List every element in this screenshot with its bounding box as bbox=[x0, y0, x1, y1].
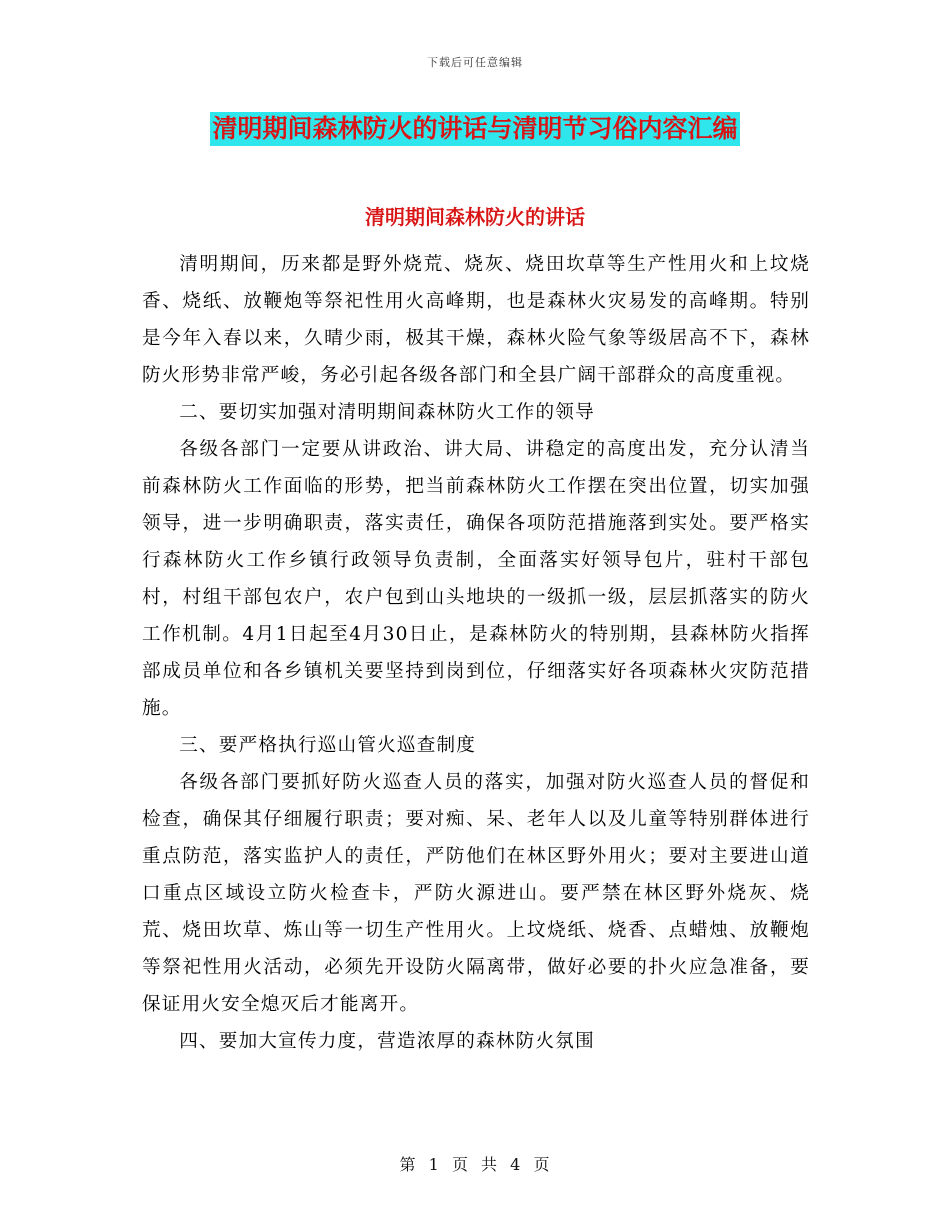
page-footer bbox=[0, 1152, 950, 1175]
paragraph-leadership: 各级各部门一定要从讲政治、讲大局、讲稳定的高度出发，充分认清当前森林防火工作面临的形势，把当前森林防火工作摆在突出位置，切实加强领导，进一步明确职责，落实责任，确保各项防范措施落到实处。要严格实行森林防火工作乡镇行政领导负责制，全面落实好领导包片，驻村干部包村，村组干部包农户，农户包到山头地块的一级抓一级，层层抓落实的防火工作机制。4月1日起至4月30日止，是森林防火的特别期，县森林防火指挥部成员单位和各乡镇机关要坚持到岗到位，仔细落实好各项森林火灾防范措施。 bbox=[142, 439, 810, 719]
heading-three: 三、要严格执行巡山管火巡查制度 bbox=[179, 735, 477, 756]
page-suffix: 页 bbox=[533, 1155, 551, 1174]
paragraph-intro: 清明期间，历来都是野外烧荒、烧灰、烧田坎草等生产性用火和上坟烧香、烧纸、放鞭炮等祭祀性用火高峰期，也是森林火灾易发的高峰期。特别是今年入春以来，久晴少雨，极其干燥，森林火险气象等级居高不下，森林防火形势非常严峻，务必引起各级各部门和全县广阔干部群众的高度重视。 bbox=[142, 254, 810, 386]
heading-two: 二、要切实加强对清明期间森林防火工作的领导 bbox=[179, 402, 595, 423]
header-note: 下载后可任意编辑 bbox=[427, 56, 523, 69]
page-total-prefix: 共 bbox=[481, 1155, 499, 1174]
page-total: 4 bbox=[510, 1155, 522, 1174]
page-current: 1 bbox=[428, 1155, 440, 1174]
document-body bbox=[142, 246, 810, 1060]
paragraph-patrol: 各级各部门要抓好防火巡查人员的落实，加强对防火巡查人员的督促和检查，确保其仔细履行职责；要对痴、呆、老年人以及儿童等特别群体进行重点防范，落实监护人的责任，严防他们在林区野外用火；要对主要进山道口重点区域设立防火检查卡，严防火源进山。要严禁在林区野外烧灰、烧荒、烧田坎草、炼山等一切生产性用火。上坟烧纸、烧香、点蜡烛、放鞭炮等祭祀性用火活动，必须先开设防火隔离带，做好必要的扑火应急准备，要保证用火安全熄灭后才能离开。 bbox=[142, 772, 810, 1015]
heading-four: 四、要加大宣传力度，营造浓厚的森林防火氛围 bbox=[179, 1031, 595, 1052]
page-mid: 页 bbox=[451, 1155, 469, 1174]
section-title: 清明期间森林防火的讲话 bbox=[365, 205, 585, 229]
main-title-wrap bbox=[0, 112, 950, 146]
main-title: 清明期间森林防火的讲话与清明节习俗内容汇编 bbox=[210, 112, 739, 146]
page-prefix: 第 bbox=[399, 1155, 417, 1174]
